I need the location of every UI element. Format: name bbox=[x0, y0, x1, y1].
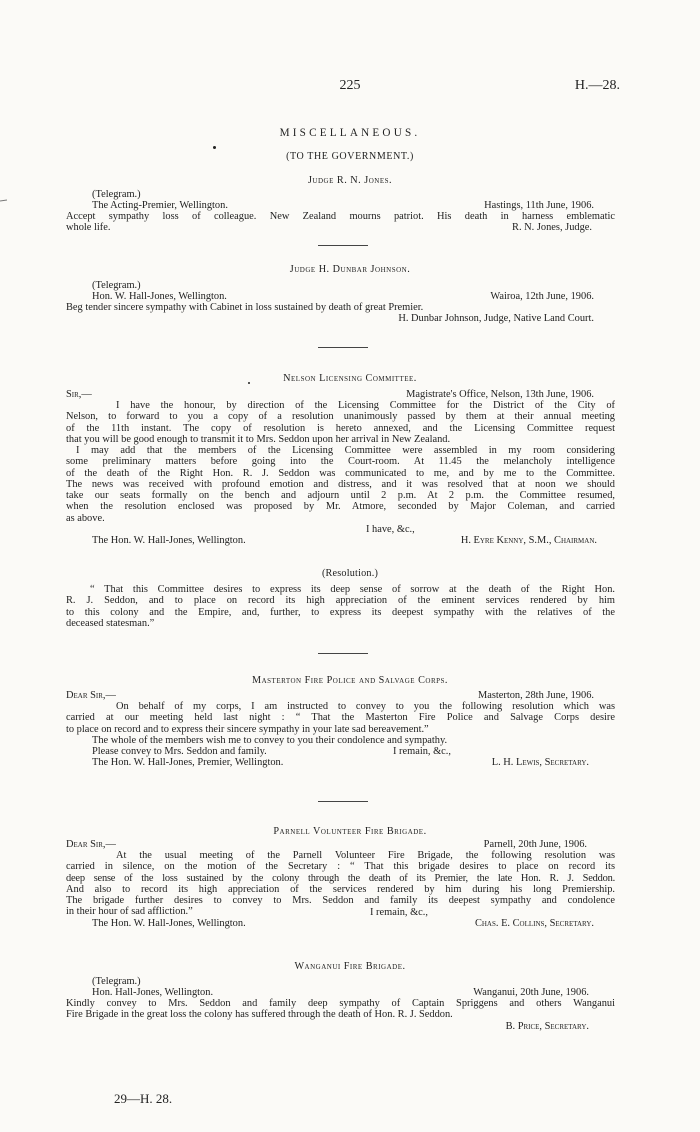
section-heading: Masterton Fire Police and Salvage Corps. bbox=[252, 675, 448, 686]
salutation: Dear Sir,— bbox=[66, 690, 116, 701]
body-line: I may add that the members of the Licensing Committee were assembled in my room considering bbox=[76, 445, 615, 456]
addressee: The Hon. W. Hall-Jones, Premier, Wellington. bbox=[92, 757, 284, 768]
body-line: when the resolution enclosed was proposed by Mr. Atmore, seconded by Major Coleman, and carried bbox=[66, 501, 615, 513]
body-line: Kindly convey to Mrs. Seddon and family deep sympathy of Captain Spriggens and others Wanganui bbox=[66, 998, 615, 1009]
signature: H. Eyre Kenny, S.M., Chairman. bbox=[460, 535, 597, 546]
letter-paragraph bbox=[66, 850, 615, 918]
section-divider bbox=[318, 653, 368, 654]
body-line: deceased statesman.” bbox=[66, 617, 155, 629]
page-number: 225 bbox=[339, 78, 361, 93]
body-line: some preliminary matters before going into the Court-room. At 11.45 the melancholy intelligence bbox=[66, 456, 615, 468]
place-date: Parnell, 20th June, 1906. bbox=[483, 839, 587, 850]
body-line: carried in silence, on the motion of the Secretary : “ That this brigade desires to place on record its bbox=[66, 861, 615, 873]
resolution-text bbox=[66, 584, 615, 629]
signature: Chas. E. Collins, Secretary. bbox=[474, 918, 594, 929]
body-line: whole life. bbox=[66, 222, 111, 234]
body-line: as above. bbox=[66, 512, 105, 524]
body-line: The news was received with profound emotion and distress, and it was resolved that at noon we should bbox=[66, 478, 615, 490]
body-line: Nelson, to forward to you a copy of a resolution unanimously passed by them at their annual meeting bbox=[66, 411, 615, 423]
body-line: Accept sympathy loss of colleague. New Zealand mourns patriot. His death in harness emblematic bbox=[66, 211, 615, 222]
letter-line: The whole of the members wish me to convey to you their condolence and sympathy. bbox=[92, 735, 448, 746]
salutation: Dear Sir,— bbox=[66, 839, 116, 850]
section-heading: Parnell Volunteer Fire Brigade. bbox=[273, 826, 427, 837]
salutation: Sir,— bbox=[66, 389, 92, 400]
message-body: Beg tender sincere sympathy with Cabinet in loss sustained by death of great Premier. bbox=[66, 302, 424, 313]
page-title: MISCELLANEOUS. bbox=[279, 127, 421, 139]
section-divider bbox=[318, 347, 368, 348]
body-line: “ That this Committee desires to express its deep sense of sorrow at the death of the Right Hon. bbox=[90, 584, 615, 595]
section-divider bbox=[318, 801, 368, 802]
message-body bbox=[66, 998, 615, 1021]
signature: B. Price, Secretary. bbox=[505, 1021, 589, 1032]
section-heading: Judge R. N. Jones. bbox=[307, 175, 393, 186]
body-line: On behalf of my corps, I am instructed to convey to you the following resolution which was bbox=[116, 701, 615, 712]
letter-paragraph bbox=[66, 701, 615, 735]
signature: L. H. Lewis, Secretary. bbox=[491, 757, 589, 768]
closing: I have, &c., bbox=[366, 524, 415, 535]
section-divider bbox=[318, 245, 368, 246]
addressee: Hon. Hall-Jones, Wellington. bbox=[92, 987, 214, 998]
body-line: Fire Brigade in the great loss the colony has suffered through the death of Hon. R. J. Seddon. bbox=[66, 1009, 453, 1021]
signature: H. Dunbar Johnson, Judge, Native Land Court. bbox=[398, 313, 594, 324]
section-heading: Judge H. Dunbar Johnson. bbox=[289, 264, 411, 275]
letter-paragraph-2 bbox=[66, 445, 615, 524]
margin-mark bbox=[0, 200, 7, 202]
telegram-label: (Telegram.) bbox=[92, 189, 141, 200]
addressee: The Hon. W. Hall-Jones, Wellington. bbox=[92, 918, 246, 929]
stray-dot bbox=[213, 146, 216, 149]
place-date: Wanganui, 20th June, 1906. bbox=[473, 987, 589, 998]
body-line: of the 11th instant. The copy of resolution is hereto annexed, and the Licensing Committee request bbox=[66, 422, 615, 434]
place-date: Hastings, 11th June, 1906. bbox=[484, 200, 594, 211]
body-line: that you will be good enough to transmit it to Mrs. Seddon upon her arrival in New Zealand. bbox=[66, 433, 451, 445]
section-heading: Nelson Licensing Committee. bbox=[283, 373, 417, 384]
closing: I remain, &c., bbox=[370, 907, 428, 918]
addressee: Hon. W. Hall-Jones, Wellington. bbox=[92, 291, 227, 302]
signature: R. N. Jones, Judge. bbox=[512, 222, 592, 233]
body-line: take our seats formally on the bench and adjourn until 2 p.m. At 2 p.m. the Committee resumed, bbox=[66, 490, 615, 502]
page-subtitle: (TO THE GOVERNMENT.) bbox=[286, 151, 414, 162]
body-line: At the usual meeting of the Parnell Volunteer Fire Brigade, the following resolution was bbox=[116, 850, 615, 861]
closing: I remain, &c., bbox=[393, 746, 451, 757]
body-line: R. J. Seddon, and to place on record its high appreciation of the eminent services rendered by him bbox=[66, 595, 615, 607]
telegram-label: (Telegram.) bbox=[92, 280, 141, 291]
telegram-label: (Telegram.) bbox=[92, 976, 141, 987]
body-line: I have the honour, by direction of the Licensing Committee for the District of the City of bbox=[116, 400, 615, 411]
addressee: The Acting-Premier, Wellington. bbox=[92, 200, 228, 211]
section-heading: Wanganui Fire Brigade. bbox=[294, 961, 406, 972]
body-line: in their hour of sad affliction.” bbox=[66, 906, 193, 918]
body-line: to this colony and the Empire, and, further, to express its deepest sympathy with the relatives of the bbox=[66, 606, 615, 618]
resolution-heading: (Resolution.) bbox=[321, 568, 379, 579]
letter-paragraph-1 bbox=[66, 400, 615, 445]
body-line: to place on record and to express their sincere sympathy in your late sad bereavement.” bbox=[66, 723, 429, 735]
letter-line: Please convey to Mrs. Seddon and family. bbox=[92, 746, 267, 757]
body-line: carried at our meeting held last night : “ That the Masterton Fire Police and Salvage Corps desire bbox=[66, 712, 615, 724]
place-date: Masterton, 28th June, 1906. bbox=[477, 690, 594, 701]
signature-mark: 29—H. 28. bbox=[114, 1091, 173, 1106]
addressee: The Hon. W. Hall-Jones, Wellington. bbox=[92, 535, 246, 546]
place-date: Magistrate's Office, Nelson, 13th June, 1906. bbox=[406, 389, 594, 400]
paper-reference: H.—28. bbox=[574, 78, 620, 93]
body-line: And also to record its high appreciation of the services rendered by him during his long Premiership. bbox=[66, 883, 615, 895]
body-line: of the death of the Right Hon. R. J. Seddon was communicated to me, and by me to the Committee. bbox=[66, 467, 615, 479]
body-line: deep sense of the loss sustained by the colony through the death of its Premier, the late Hon. R. J. Seddon. bbox=[66, 872, 615, 884]
body-line: The brigade further desires to convey to Mrs. Seddon and family its deepest sympathy and condolence bbox=[66, 895, 615, 907]
place-date: Wairoa, 12th June, 1906. bbox=[490, 291, 594, 302]
